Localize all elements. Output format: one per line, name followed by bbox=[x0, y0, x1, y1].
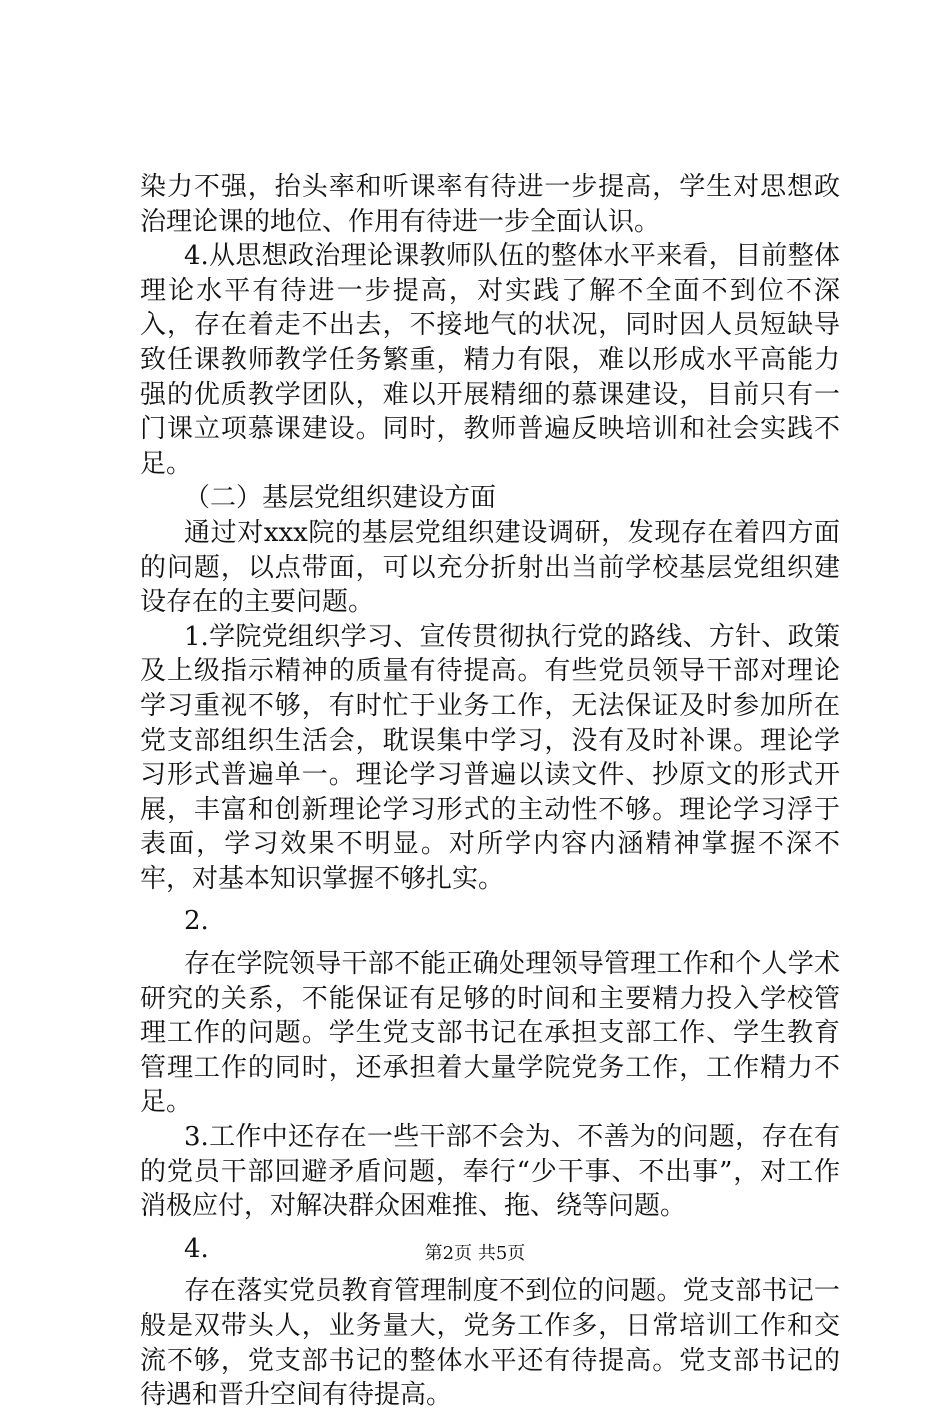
paragraph-item-4-education: 存在落实党员教育管理制度不到位的问题。党支部书记一般是双带头人，业务量大，党务工作多，日常培训工作和交流不够，党支部书记的整体水平还有待提高。党支部书记的待遇和晋升空间有待提高。 bbox=[140, 1276, 840, 1411]
item-number-2: 2. bbox=[184, 906, 209, 937]
paragraph-item-1-study: 1.学院党组织学习、宣传贯彻执行党的路线、方针、政策及上级指示精神的质量有待提高。有些党员领导干部对理论学习重视不够，有时忙于业务工作，无法保证及时参加所在党支部组织生活会，耽误集中学习，没有及时补课。理论学习形式普遍单一。理论学习普遍以读文件、抄原文的形式开展，丰富和创新理论学习形式的主动性不够。理论学习浮于表面，学习效果不明显。对所学内容内涵精神掌握不深不牢，对基本知识掌握不够扎实。 bbox=[140, 621, 840, 894]
section-heading-party-organization: （二）基层党组织建设方面 bbox=[184, 483, 497, 514]
paragraph-continuation: 染力不强，抬头率和听课率有待进一步提高，学生对思想政治理论课的地位、作用有待进一步全面认识。 bbox=[140, 172, 840, 237]
page-footer: 第2页 共5页 bbox=[424, 1243, 526, 1264]
item-number-4: 4. bbox=[184, 1233, 209, 1264]
document-body bbox=[140, 170, 840, 1413]
paragraph-item-4-teachers: 4.从思想政治理论课教师队伍的整体水平来看，目前整体理论水平有待进一步提高，对实践了解不全面不到位不深入，存在着走不出去，不接地气的状况，同时因人员短缺导致任课教师教学任务繁重，精力有限，难以形成水平高能力强的优质教学团队，难以开展精细的慕课建设，目前只有一门课立项慕课建设。同时，教师普遍反映培训和社会实践不足。 bbox=[140, 241, 840, 479]
paragraph-item-2-leaders: 存在学院领导干部不能正确处理领导管理工作和个人学术研究的关系，不能保证有足够的时间和主要精力投入学校管理工作的问题。学生党支部书记在承担支部工作、学生教育管理工作的同时，还承担着大量学院党务工作，工作精力不足。 bbox=[140, 949, 840, 1118]
paragraph-survey-intro: 通过对xxx院的基层党组织建设调研，发现存在着四方面的问题，以点带面，可以充分折射出当前学校基层党组织建设存在的主要问题。 bbox=[140, 517, 840, 618]
paragraph-item-3-cadres: 3.工作中还存在一些干部不会为、不善为的问题，存在有的党员干部回避矛盾问题，奉行“少干事、不出事”，对工作消极应付，对解决群众困难推、拖、绕等问题。 bbox=[140, 1122, 840, 1222]
